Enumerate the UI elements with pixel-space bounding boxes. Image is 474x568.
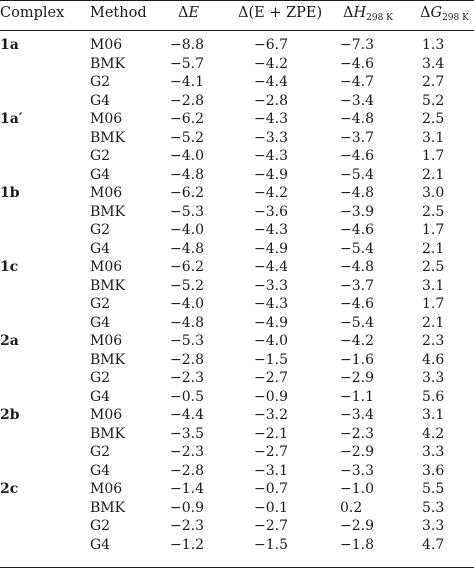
cell-delta-h: −4.6	[340, 148, 374, 164]
cell-method: BMK	[90, 277, 126, 294]
cell-delta-e: −8.8	[170, 37, 204, 53]
cell-delta-e: −2.8	[170, 462, 204, 479]
cell-delta-g: 2.1	[422, 240, 445, 257]
cell-delta-e: −4.8	[170, 240, 204, 257]
cell-delta-e: −2.8	[170, 351, 204, 368]
cell-method: M06	[90, 37, 123, 53]
cell-delta-h: −4.6	[340, 296, 374, 312]
cell-delta-h: −4.6	[340, 55, 374, 72]
cell-delta-e-zpe: −0.1	[254, 499, 288, 516]
cell-delta-g: 1.7	[422, 296, 445, 312]
cell-method: BMK	[90, 499, 126, 516]
table-row	[0, 110, 474, 129]
cell-delta-h: −7.3	[340, 37, 374, 53]
cell-delta-e: −2.3	[170, 518, 204, 534]
cell-method: G2	[90, 74, 111, 90]
cell-method: G2	[90, 518, 111, 534]
cell-delta-g: 2.5	[422, 203, 445, 220]
cell-delta-h: 0.2	[340, 499, 363, 516]
header-complex: Complex	[0, 5, 65, 21]
cell-delta-g: 3.1	[422, 277, 445, 294]
cell-delta-e: −4.0	[170, 296, 204, 312]
cell-delta-h: −5.4	[340, 240, 374, 257]
cell-delta-g: 4.7	[422, 536, 445, 553]
cell-delta-g: 2.3	[422, 333, 445, 349]
table-header	[0, 0, 474, 30]
cell-delta-g: 3.4	[422, 55, 445, 72]
table-row	[0, 277, 474, 296]
cell-delta-e-zpe: −3.2	[254, 407, 288, 423]
cell-method: G2	[90, 296, 111, 312]
cell-delta-g: 5.3	[422, 499, 445, 516]
cell-delta-g: 2.7	[422, 74, 445, 90]
table-header-rule	[0, 30, 474, 31]
table-row	[0, 203, 474, 222]
cell-method: G4	[90, 536, 111, 553]
cell-delta-h: −3.9	[340, 203, 374, 220]
cell-method: M06	[90, 259, 123, 275]
cell-delta-e: −4.8	[170, 314, 204, 331]
cell-delta-e: −5.3	[170, 203, 204, 220]
cell-delta-e: −2.3	[170, 444, 204, 460]
cell-method: G2	[90, 370, 111, 386]
cell-delta-g: 2.5	[422, 259, 445, 275]
table-row	[0, 55, 474, 74]
table-row	[0, 166, 474, 185]
cell-delta-e-zpe: −4.3	[254, 222, 288, 238]
header-method: Method	[90, 5, 147, 21]
cell-delta-e-zpe: −2.7	[254, 518, 288, 534]
cell-delta-h: −5.4	[340, 166, 374, 183]
cell-delta-e-zpe: −2.8	[254, 92, 288, 109]
cell-delta-h: −4.6	[340, 222, 374, 238]
cell-delta-e: −2.8	[170, 92, 204, 109]
cell-delta-g: 1.7	[422, 222, 445, 238]
cell-method: BMK	[90, 203, 126, 220]
cell-method: M06	[90, 481, 123, 497]
cell-delta-e: −4.0	[170, 222, 204, 238]
cell-delta-e-zpe: −4.2	[254, 185, 288, 201]
cell-delta-h: −1.8	[340, 536, 374, 553]
cell-delta-e: −6.2	[170, 111, 204, 127]
cell-delta-e-zpe: −4.0	[254, 333, 288, 349]
cell-method: BMK	[90, 55, 126, 72]
table-row	[0, 221, 474, 240]
cell-complex: 1c	[0, 259, 19, 275]
cell-delta-e: −4.4	[170, 407, 204, 423]
cell-delta-e-zpe: −4.2	[254, 55, 288, 72]
header-delta-h: $\Delta H_{298 K}$	[343, 5, 393, 23]
cell-delta-e: −1.2	[170, 536, 204, 553]
cell-delta-e-zpe: −3.1	[254, 462, 288, 479]
cell-method: BMK	[90, 129, 126, 146]
cell-delta-g: 1.7	[422, 148, 445, 164]
cell-method: G2	[90, 148, 111, 164]
cell-delta-g: 5.2	[422, 92, 445, 109]
cell-delta-e: −0.5	[170, 388, 204, 405]
cell-delta-e: −5.2	[170, 129, 204, 146]
cell-method: M06	[90, 111, 123, 127]
table-row	[0, 295, 474, 314]
cell-complex: 1b	[0, 185, 20, 201]
cell-complex: 2b	[0, 407, 20, 423]
cell-delta-h: −4.8	[340, 259, 374, 275]
table-row	[0, 480, 474, 499]
cell-delta-e-zpe: −2.7	[254, 444, 288, 460]
cell-method: G4	[90, 388, 111, 405]
cell-delta-h: −3.7	[340, 129, 374, 146]
table-row	[0, 462, 474, 481]
cell-delta-g: 4.2	[422, 425, 445, 442]
cell-delta-e: −1.4	[170, 481, 204, 497]
cell-method: M06	[90, 185, 123, 201]
table-row	[0, 388, 474, 407]
cell-delta-e-zpe: −4.3	[254, 296, 288, 312]
cell-method: M06	[90, 333, 123, 349]
cell-complex: 2a	[0, 333, 19, 349]
table-row	[0, 351, 474, 370]
cell-delta-h: −3.7	[340, 277, 374, 294]
cell-delta-h: −2.9	[340, 444, 374, 460]
cell-delta-e: −3.5	[170, 425, 204, 442]
cell-delta-g: 3.1	[422, 407, 445, 423]
cell-delta-g: 2.5	[422, 111, 445, 127]
cell-method: M06	[90, 407, 123, 423]
cell-delta-h: −2.9	[340, 518, 374, 534]
cell-complex: 1a	[0, 37, 19, 53]
cell-delta-e: −0.9	[170, 499, 204, 516]
header-delta-e-zpe: Δ(E + ZPE)	[238, 5, 323, 21]
table-row	[0, 314, 474, 333]
cell-delta-h: −2.3	[340, 425, 374, 442]
cell-method: G4	[90, 314, 111, 331]
cell-method: G4	[90, 240, 111, 257]
cell-delta-e: −4.1	[170, 74, 204, 90]
table-row	[0, 184, 474, 203]
cell-delta-e-zpe: −3.3	[254, 129, 288, 146]
cell-delta-h: −1.1	[340, 388, 374, 405]
table-row	[0, 406, 474, 425]
cell-delta-g: 5.6	[422, 388, 445, 405]
cell-delta-e-zpe: −4.3	[254, 148, 288, 164]
table-body	[0, 36, 474, 554]
cell-delta-e-zpe: −2.7	[254, 370, 288, 386]
cell-delta-g: 4.6	[422, 351, 445, 368]
table-row	[0, 36, 474, 55]
cell-delta-e: −4.8	[170, 166, 204, 183]
cell-delta-e-zpe: −6.7	[254, 37, 288, 53]
table-row	[0, 499, 474, 518]
table-row	[0, 443, 474, 462]
cell-delta-e: −5.2	[170, 277, 204, 294]
cell-delta-e-zpe: −1.5	[254, 351, 288, 368]
cell-delta-h: −4.8	[340, 111, 374, 127]
cell-delta-e-zpe: −4.9	[254, 166, 288, 183]
cell-delta-e: −6.2	[170, 259, 204, 275]
cell-method: BMK	[90, 351, 126, 368]
table-row	[0, 536, 474, 555]
cell-delta-e-zpe: −0.7	[254, 481, 288, 497]
cell-method: G2	[90, 222, 111, 238]
cell-delta-e-zpe: −3.6	[254, 203, 288, 220]
cell-delta-e: −5.3	[170, 333, 204, 349]
cell-method: BMK	[90, 425, 126, 442]
header-delta-g: $\Delta G_{298 K}$	[420, 5, 469, 23]
cell-delta-g: 3.3	[422, 518, 445, 534]
cell-delta-g: 1.3	[422, 37, 445, 53]
cell-delta-e-zpe: −4.9	[254, 314, 288, 331]
table-row	[0, 129, 474, 148]
cell-delta-e-zpe: −0.9	[254, 388, 288, 405]
cell-delta-g: 2.1	[422, 166, 445, 183]
cell-delta-e-zpe: −4.4	[254, 259, 288, 275]
table-row	[0, 258, 474, 277]
table-row	[0, 332, 474, 351]
cell-delta-e-zpe: −3.3	[254, 277, 288, 294]
cell-delta-e-zpe: −4.9	[254, 240, 288, 257]
cell-delta-g: 5.5	[422, 481, 445, 497]
table-row	[0, 240, 474, 259]
cell-delta-g: 3.0	[422, 185, 445, 201]
cell-complex: 2c	[0, 481, 19, 497]
cell-delta-h: −1.0	[340, 481, 374, 497]
table-row	[0, 369, 474, 388]
cell-delta-h: −3.4	[340, 407, 374, 423]
cell-delta-h: −3.3	[340, 462, 374, 479]
table-row	[0, 517, 474, 536]
table-row	[0, 92, 474, 111]
cell-delta-g: 3.6	[422, 462, 445, 479]
cell-delta-g: 2.1	[422, 314, 445, 331]
header-delta-e: ΔE	[178, 5, 200, 21]
cell-delta-e: −4.0	[170, 148, 204, 164]
cell-delta-e-zpe: −2.1	[254, 425, 288, 442]
table-row	[0, 425, 474, 444]
cell-delta-h: −4.2	[340, 333, 374, 349]
cell-method: G4	[90, 462, 111, 479]
cell-delta-g: 3.1	[422, 129, 445, 146]
table-row	[0, 147, 474, 166]
cell-delta-e: −2.3	[170, 370, 204, 386]
table-row	[0, 73, 474, 92]
cell-method: G4	[90, 166, 111, 183]
cell-delta-e-zpe: −1.5	[254, 536, 288, 553]
cell-complex: 1a′	[0, 111, 23, 127]
cell-delta-h: −2.9	[340, 370, 374, 386]
cell-delta-e-zpe: −4.4	[254, 74, 288, 90]
cell-delta-h: −4.7	[340, 74, 374, 90]
cell-delta-e: −6.2	[170, 185, 204, 201]
cell-delta-h: −5.4	[340, 314, 374, 331]
cell-delta-e-zpe: −4.3	[254, 111, 288, 127]
cell-delta-g: 3.3	[422, 444, 445, 460]
cell-method: G2	[90, 444, 111, 460]
cell-delta-g: 3.3	[422, 370, 445, 386]
cell-delta-e: −5.7	[170, 55, 204, 72]
cell-method: G4	[90, 92, 111, 109]
cell-delta-h: −4.8	[340, 185, 374, 201]
cell-delta-h: −3.4	[340, 92, 374, 109]
cell-delta-h: −1.6	[340, 351, 374, 368]
